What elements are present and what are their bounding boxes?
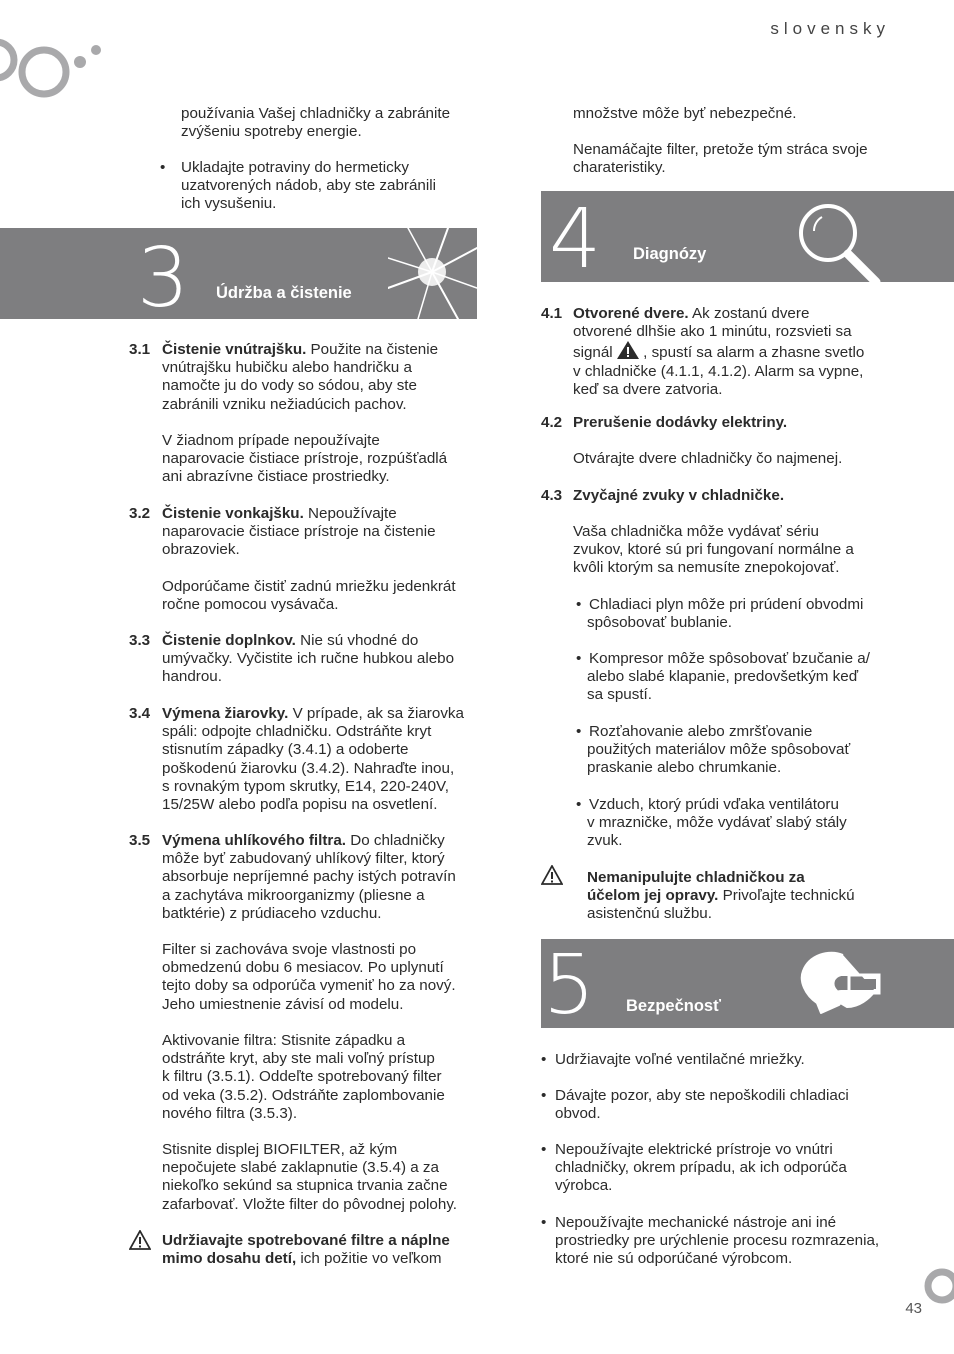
item-title: Výmena žiarovky. [162,705,289,722]
text-line: Nepoužívajte elektrické prístroje vo vnútri [555,1141,833,1158]
list-item [160,159,480,214]
item-number: 4.3 [541,487,563,504]
text-line: Kompresor môže spôsobovať bzučanie a/ [589,650,870,667]
text-line: Nenamáčajte filter, pretože tým stráca svoje [573,141,868,158]
brand-circles-logo [0,20,110,110]
list-item [541,1051,911,1069]
magnifier-icon [796,199,896,282]
text-line: Chladiaci plyn môže pri prúdení obvodmi [589,596,864,613]
item-4-2-title [573,414,787,432]
text-line: ktoré nie sú odporúčané výrobcom. [555,1250,793,1268]
text-line: chladničky, okrem prípadu, ak ich odporúča [555,1159,847,1177]
item-4-3-text [573,523,903,578]
section-number: 3 [137,231,190,319]
item-3-5 [162,832,477,923]
text-line: a zachytáva mikroorganizmy (pliesne a [162,886,425,904]
section-3-banner [0,228,477,319]
section-4-banner [541,191,954,282]
text-line: Vaša chladnička môže vydávať sériu [573,523,820,540]
text-line: Aktivovanie filtra: Stisnite západku a [162,1032,406,1049]
text-line: Privoľajte technickú [718,887,855,905]
text-line: Ukladajte potraviny do hermeticky [181,159,409,176]
text-line: handrou. [162,668,222,686]
text-line: absorbuje nepríjemné pachy istých potravín [162,868,456,886]
alert-triangle-icon [617,341,639,359]
text-line: k filtru (3.5.1). Oddeľte spotrebovaný filter [162,1068,442,1086]
bullet-dot: • [576,596,582,613]
warning-bold: účelom jej opravy. [587,887,719,905]
text-line: 15/25W alebo podľa popisu na osvetlení. [162,796,438,814]
item-3-2 [162,505,477,560]
item-number: 4.2 [541,414,563,431]
item-3-2-note [162,578,477,614]
text-line: poškodenú žiarovku (3.4.2). Nahraďte inou, [162,759,455,777]
text-line: Nepoužívajte mechanické nástroje ani iné [555,1214,837,1231]
text-line: môže byť zabudovaný uhlíkový filter, ktorý [162,850,445,868]
text-line: uzatvorených nádob, aby ste zabránili [181,177,436,195]
item-title: Čistenie vnútrajšku. [162,341,307,358]
item-number: 3.4 [129,705,151,722]
text-line: umývačky. Vyčistite ich ručne hubkou alebo [162,650,455,668]
text-line: signál [573,344,617,362]
text-line: nepočujete slabé zaklapnutie (3.5.4) a za [162,1159,439,1177]
item-3-5-note-2 [162,1032,477,1123]
circle-ornament-icon [922,1266,954,1306]
item-3-4 [162,705,477,814]
sparkle-icon [388,228,477,319]
section-title: Údržba a čistenie [216,284,352,302]
text-line: otvorené dlhšie ako 1 minútu, rozsvieti sa [573,323,852,341]
text-line: Rozťahovanie alebo zmršťovanie [589,723,813,740]
text-line: Nepoužívajte [303,505,397,522]
item-title: Otvorené dvere. [573,305,689,322]
item-4-2-text: Otvárajte dvere chladničky čo najmenej. [573,450,843,467]
text-line: obvod. [555,1105,601,1123]
bullet-dot: • [576,723,582,740]
wrench-icon [799,951,899,1017]
item-3-1 [162,341,477,414]
text-line: spôsobovať bublanie. [587,614,733,632]
text-line: nového filtra (3.5.3). [162,1104,298,1122]
text-line: Použite na čistenie [306,341,439,358]
list-item [576,596,906,632]
section-5-banner [541,939,954,1028]
item-number: 4.1 [541,305,563,322]
item-3-1-note [162,432,477,487]
bullet-dot: • [541,1214,547,1231]
text-line: asistenčnú službu. [587,905,712,923]
right-intro-1: množstve môže byť nebezpečné. [573,105,797,122]
text-line: tejto doby sa odporúča vymeniť ho za nový. [162,977,456,995]
text-line: , spustí sa alarm a zhasne svetlo [638,344,865,362]
bullet-dot: • [576,796,582,813]
bullet-dot: • [541,1141,547,1158]
text-line: zabránili vzniku nežiadúcich pachov. [162,395,407,413]
text-line: v chladničke (4.1.1, 4.1.2). Alarm sa vypne, [573,362,864,380]
text-line: s rovnakým typom skrutky, E14, 220-240V, [162,777,450,795]
item-3-5-note-3 [162,1141,477,1214]
text-line: spáli: odpojte chladničku. Odstráňte kryt [162,723,432,741]
language-label: slovensky [770,19,890,38]
text-line: sa spustí. [587,686,652,704]
text-line: stisnutím západky (3.4.1) a odoberte [162,741,409,759]
bullet-dot: • [541,1051,547,1068]
text-line: Vzduch, ktorý prúdi vďaka ventilátoru [589,796,839,813]
list-item [576,796,906,851]
text-line: odstráňte kryt, aby ste mali voľný prístup [162,1050,435,1068]
text-line: zvukov, ktoré sú pri fungovaní normálne a [573,541,854,559]
section-title: Bezpečnosť [626,997,722,1015]
text-line: obrazoviek. [162,541,240,559]
list-item [576,723,906,778]
list-item [541,1087,911,1123]
item-number: 3.1 [129,341,151,358]
warning-bold: Udržiavajte spotrebované filtre a náplne [162,1232,450,1249]
item-3-3 [162,632,477,687]
text-line: Jeho umiestnenie závisí od modelu. [162,995,404,1013]
item-title: Výmena uhlíkového filtra. [162,832,346,849]
text-line: V žiadnom prípade nepoužívajte [162,432,380,449]
list-item [576,650,906,705]
text-line: použitých materiálov môže spôsobovať [587,741,851,759]
text-line: kvôli ktorým sa nemusíte znepokojovať. [573,559,840,577]
right-intro-2 [573,141,868,177]
item-4-1 [573,305,903,399]
text-line: od veka (3.5.2). Odstráňte zaplombovanie [162,1086,445,1104]
text-line: v mrazničke, môže vydávať slabý stály [587,814,847,832]
intro-text [181,105,450,141]
text-line: Odporúčame čistiť zadnú mriežku jedenkrát [162,578,456,595]
text-line: Do chladničky [346,832,445,849]
section-title: Diagnózy [633,245,707,263]
list-item [541,1141,911,1196]
text-line: Dávajte pozor, aby ste nepoškodili chladiaci [555,1087,849,1104]
item-number: 3.2 [129,505,151,522]
text-line: praskanie alebo chrumkanie. [587,759,782,777]
list-item [541,1214,921,1269]
text-line: ani abrazívne čistiace prostriedky. [162,468,390,486]
text-line: obmedzenú dobu 6 mesiacov. Po uplynutí [162,959,444,977]
text-line: Nie sú vhodné do [295,632,419,649]
item-title: Čistenie doplnkov. [162,632,296,649]
text-line: Filter si zachováva svoje vlastnosti po [162,941,417,958]
bullet-dot: • [160,159,166,176]
page-number: 43 [905,1300,922,1317]
text-line: Udržiavajte voľné ventilačné mriežky. [555,1051,805,1068]
text-line: vnútrajšku hubičku alebo handričku a [162,359,412,377]
text-line: prostriedky pre urýchlenie procesu rozmrazenia, [555,1232,880,1250]
item-number: 3.3 [129,632,151,649]
item-4-3-title [573,487,784,505]
item-number: 3.5 [129,832,151,849]
text-line: namočte ju do vody so sódou, aby ste [162,377,417,395]
right-warning [587,869,907,924]
text-line: V prípade, ak sa žiarovka [288,705,464,722]
text-line: zvuk. [587,832,623,850]
text-line: Ak zostanú dvere [688,305,810,322]
warning-bold: mimo dosahu detí, [162,1250,297,1268]
left-warning [162,1232,477,1268]
text-line: používania Vašej chladničky a zabránite [181,105,451,122]
bullet-dot: • [576,650,582,667]
text-line: charateristiky. [573,159,666,177]
text-line: ročne pomocou vysávača. [162,596,339,614]
text-line: naparovacie čistiace prístroje na čistenie [162,523,436,541]
text-line: zafarbovať. Vložte filter do pôvodnej polohy. [162,1195,457,1213]
text-line: alebo slabé klapanie, predovšetkým keď [587,668,859,686]
item-title: Čistenie vonkajšku. [162,505,304,522]
item-title: Zvyčajné zvuky v chladničke. [573,487,785,504]
text-line: zvýšeniu spotreby energie. [181,123,362,141]
text-line: Stisnite displej BIOFILTER, až kým [162,1141,398,1158]
text-line: ich vysušeniu. [181,195,277,213]
text-line: naparovacie čistiace prístroje, rozpúšťadlá [162,450,448,468]
warning-icon [541,865,563,885]
bullet-dot: • [541,1087,547,1104]
section-number: 5 [543,939,596,1028]
section-number: 4 [549,192,602,282]
text-line: ich požitie vo veľkom [296,1250,442,1268]
warning-icon [129,1230,151,1250]
text-line: keď sa dvere zatvoria. [573,380,723,398]
text-line: niekoľko sekúnd sa stupnica trvania začne [162,1177,448,1195]
text-line: výrobca. [555,1177,613,1195]
item-title: Prerušenie dodávky elektriny. [573,414,788,431]
item-3-5-note-1 [162,941,477,1014]
warning-bold: Nemanipulujte chladničkou za [587,869,805,886]
text-line: batktérie) z prúdiaceho vzduchu. [162,904,382,922]
